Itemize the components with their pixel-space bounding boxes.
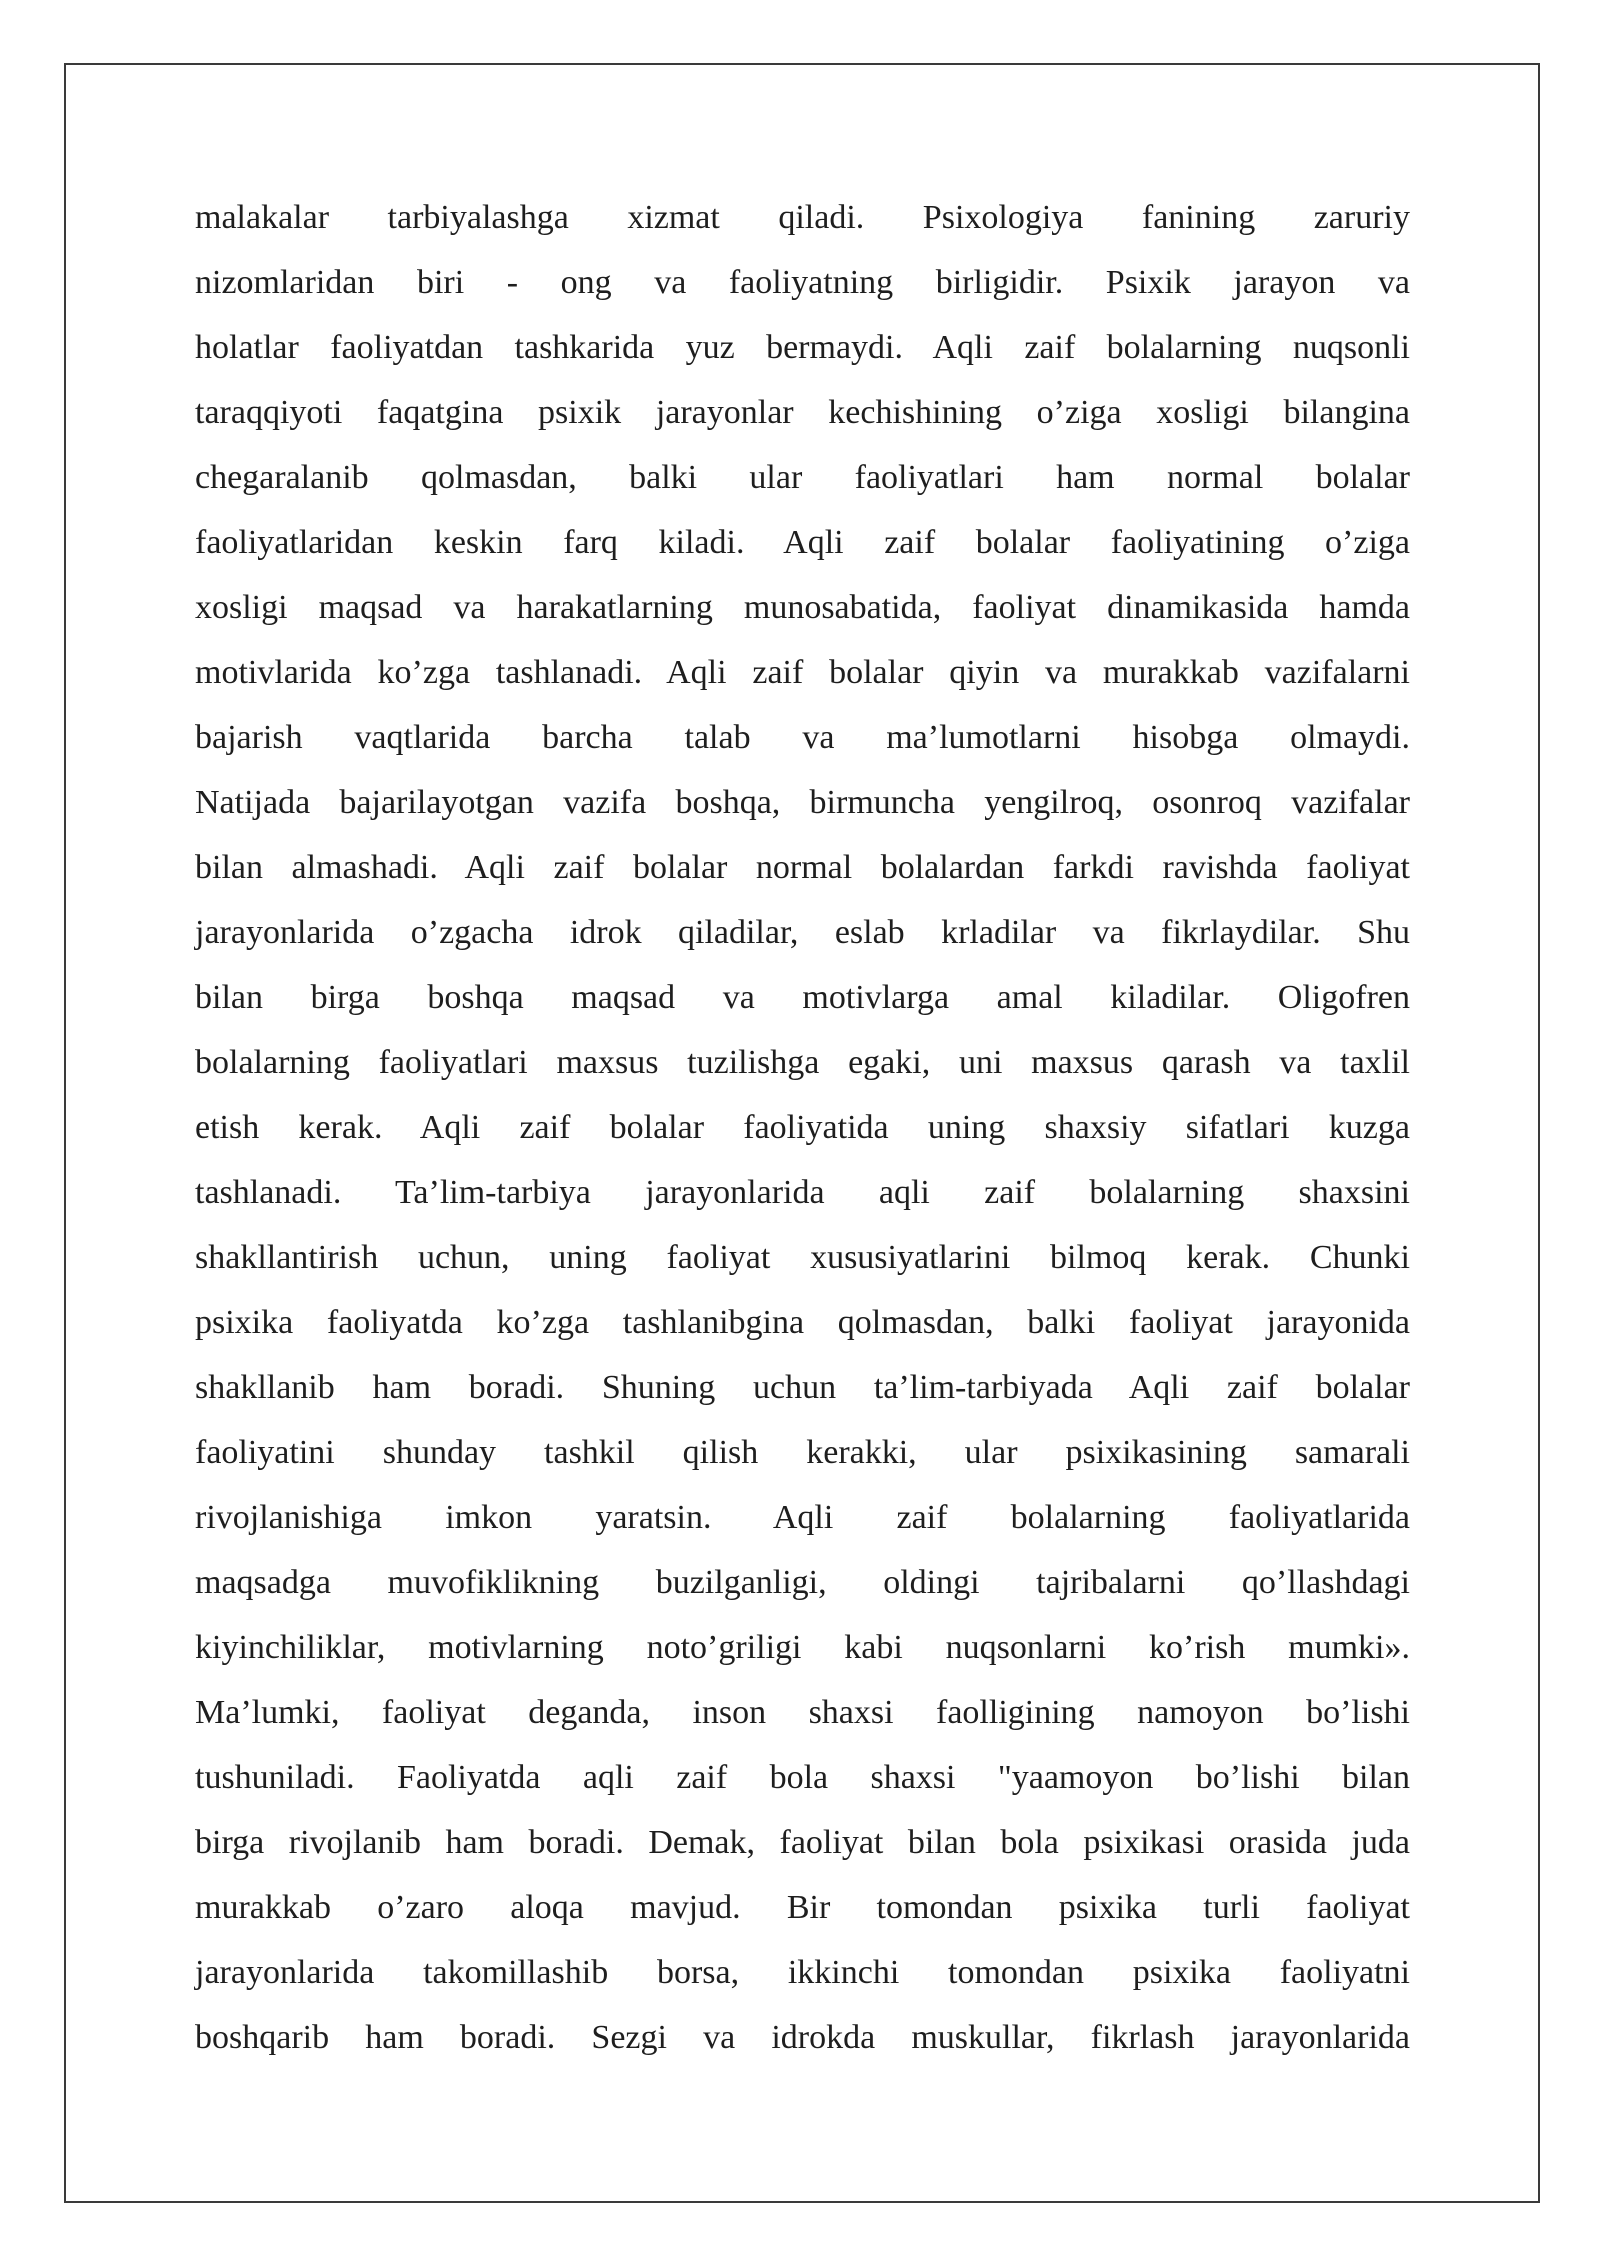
text-line: shakllantirish uchun, uning faoliyat xususiyatlarini bilmoq kerak. Chunki	[195, 1239, 1410, 1276]
text-line: Ma’lumki, faoliyat deganda, inson shaxsi faolligining namoyon bo’lishi	[195, 1694, 1410, 1731]
text-line: faoliyatlaridan keskin farq kiladi. Aqli zaif bolalar faoliyatining o’ziga	[195, 524, 1410, 561]
text-line: etish kerak. Aqli zaif bolalar faoliyatida uning shaxsiy sifatlari kuzga	[195, 1109, 1410, 1146]
text-line: chegaralanib qolmasdan, balki ular faoliyatlari ham normal bolalar	[195, 459, 1410, 496]
text-line: malakalar tarbiyalashga xizmat qiladi. Psixologiya fanining zaruriy	[195, 199, 1410, 236]
text-line: jarayonlarida o’zgacha idrok qiladilar, eslab krladilar va fikrlaydilar. Shu	[195, 914, 1410, 951]
text-line: jarayonlarida takomillashib borsa, ikkinchi tomondan psixika faoliyatni	[195, 1954, 1410, 1991]
text-line: motivlarida ko’zga tashlanadi. Aqli zaif bolalar qiyin va murakkab vazifalarni	[195, 654, 1410, 691]
text-line: taraqqiyoti faqatgina psixik jarayonlar kechishining o’ziga xosligi bilangina	[195, 394, 1410, 431]
text-line: shakllanib ham boradi. Shuning uchun ta’lim-tarbiyada Aqli zaif bolalar	[195, 1369, 1410, 1406]
text-line: birga rivojlanib ham boradi. Demak, faoliyat bilan bola psixikasi orasida juda	[195, 1824, 1410, 1861]
text-line: murakkab o’zaro aloqa mavjud. Bir tomondan psixika turli faoliyat	[195, 1889, 1410, 1926]
text-line: bilan almashadi. Aqli zaif bolalar normal bolalardan farkdi ravishda faoliyat	[195, 849, 1410, 886]
text-line: tashlanadi. Ta’lim-tarbiya jarayonlarida aqli zaif bolalarning shaxsini	[195, 1174, 1410, 1211]
text-line: kiyinchiliklar, motivlarning noto’griligi kabi nuqsonlarni ko’rish mumki».	[195, 1629, 1410, 1666]
text-line: nizomlaridan biri - ong va faoliyatning birligidir. Psixik jarayon va	[195, 264, 1410, 301]
text-line: boshqarib ham boradi. Sezgi va idrokda muskullar, fikrlash jarayonlarida	[195, 2019, 1410, 2056]
text-line: bajarish vaqtlarida barcha talab va ma’lumotlarni hisobga olmaydi.	[195, 719, 1410, 756]
text-line: faoliyatini shunday tashkil qilish kerakki, ular psixikasining samarali	[195, 1434, 1410, 1471]
text-line: rivojlanishiga imkon yaratsin. Aqli zaif bolalarning faoliyatlarida	[195, 1499, 1410, 1536]
text-line: xosligi maqsad va harakatlarning munosabatida, faoliyat dinamikasida hamda	[195, 589, 1410, 626]
text-line: psixika faoliyatda ko’zga tashlanibgina qolmasdan, balki faoliyat jarayonida	[195, 1304, 1410, 1341]
text-line: holatlar faoliyatdan tashkarida yuz bermaydi. Aqli zaif bolalarning nuqsonli	[195, 329, 1410, 366]
text-line: bolalarning faoliyatlari maxsus tuzilishga egaki, uni maxsus qarash va taxlil	[195, 1044, 1410, 1081]
document-body	[195, 188, 1410, 2073]
text-line: tushuniladi. Faoliyatda aqli zaif bola shaxsi "yaamoyon bo’lishi bilan	[195, 1759, 1410, 1796]
text-line: bilan birga boshqa maqsad va motivlarga amal kiladilar. Oligofren	[195, 979, 1410, 1016]
text-line: Natijada bajarilayotgan vazifa boshqa, birmuncha yengilroq, osonroq vazifalar	[195, 784, 1410, 821]
text-line: maqsadga muvofiklikning buzilganligi, oldingi tajribalarni qo’llashdagi	[195, 1564, 1410, 1601]
